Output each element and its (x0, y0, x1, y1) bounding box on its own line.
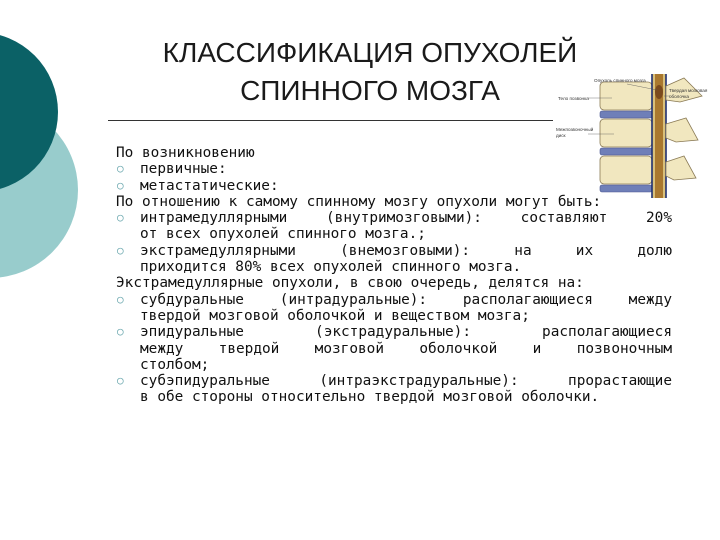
bullet-subdural-line1: ○ субдуральные (интрадуральные): располагающиеся между (116, 292, 672, 308)
decorative-circles (0, 0, 130, 320)
bullet-subepidural-line1: ○ субэпидуральные (интраэкстрадуральные): прорастающие (116, 373, 672, 389)
label-vertebral-body: Тело позвонка (558, 96, 589, 101)
title-line-1: КЛАССИФИКАЦИЯ ОПУХОЛЕЙ (162, 37, 578, 68)
title-divider (108, 120, 553, 121)
bullet-metastatic: ○ метастатические: (116, 178, 672, 194)
bullet-subdural-line2: твердой мозговой оболочкой и веществом мозга; (140, 307, 530, 324)
bullet-intramedullary-line2: от всех опухолей спинного мозга.; (140, 226, 426, 243)
heading-extramedullary: Экстрамедуллярные опухоли, в свою очередь, делятся на: (116, 275, 584, 292)
heading-origin: По возникновению (116, 145, 255, 161)
heading-relation: По отношению к самому спинному мозгу опухоли могут быть: (116, 193, 602, 210)
bullet-epidural-line2: между твердой мозговой оболочкой и позвоночным (140, 340, 672, 357)
label-disc-1: Межпозвоночный (556, 127, 594, 132)
bullet-subepidural-line2: в обе стороны относительно твердой мозговой оболочки. (140, 389, 600, 406)
bullet-extramedullary-line2: приходится 80% всех опухолей спинного мозга. (140, 259, 522, 276)
bullet-intramedullary-line1: ○ интрамедуллярными (внутримозговыми): составляют 20% (116, 210, 672, 226)
bullet-epidural-line1: ○ эпидуральные (экстрадуральные): располагающиеся (116, 324, 672, 340)
slide-title (150, 34, 590, 110)
bullet-extramedullary-line1: ○ экстрамедуллярными (внемозговыми): на их долю (116, 243, 672, 259)
slide-body (116, 145, 672, 406)
label-disc-2: диск (556, 133, 566, 138)
label-dura-2: оболочка (669, 94, 689, 99)
title-line-2: СПИННОГО МОЗГА (240, 75, 500, 106)
label-dura-1: Твердая мозговая (669, 88, 708, 93)
label-tumor: Опухоль спинного мозга (594, 78, 646, 83)
bullet-primary: ○ первичные: (116, 161, 672, 177)
bullet-epidural-line3: столбом; (140, 356, 210, 373)
